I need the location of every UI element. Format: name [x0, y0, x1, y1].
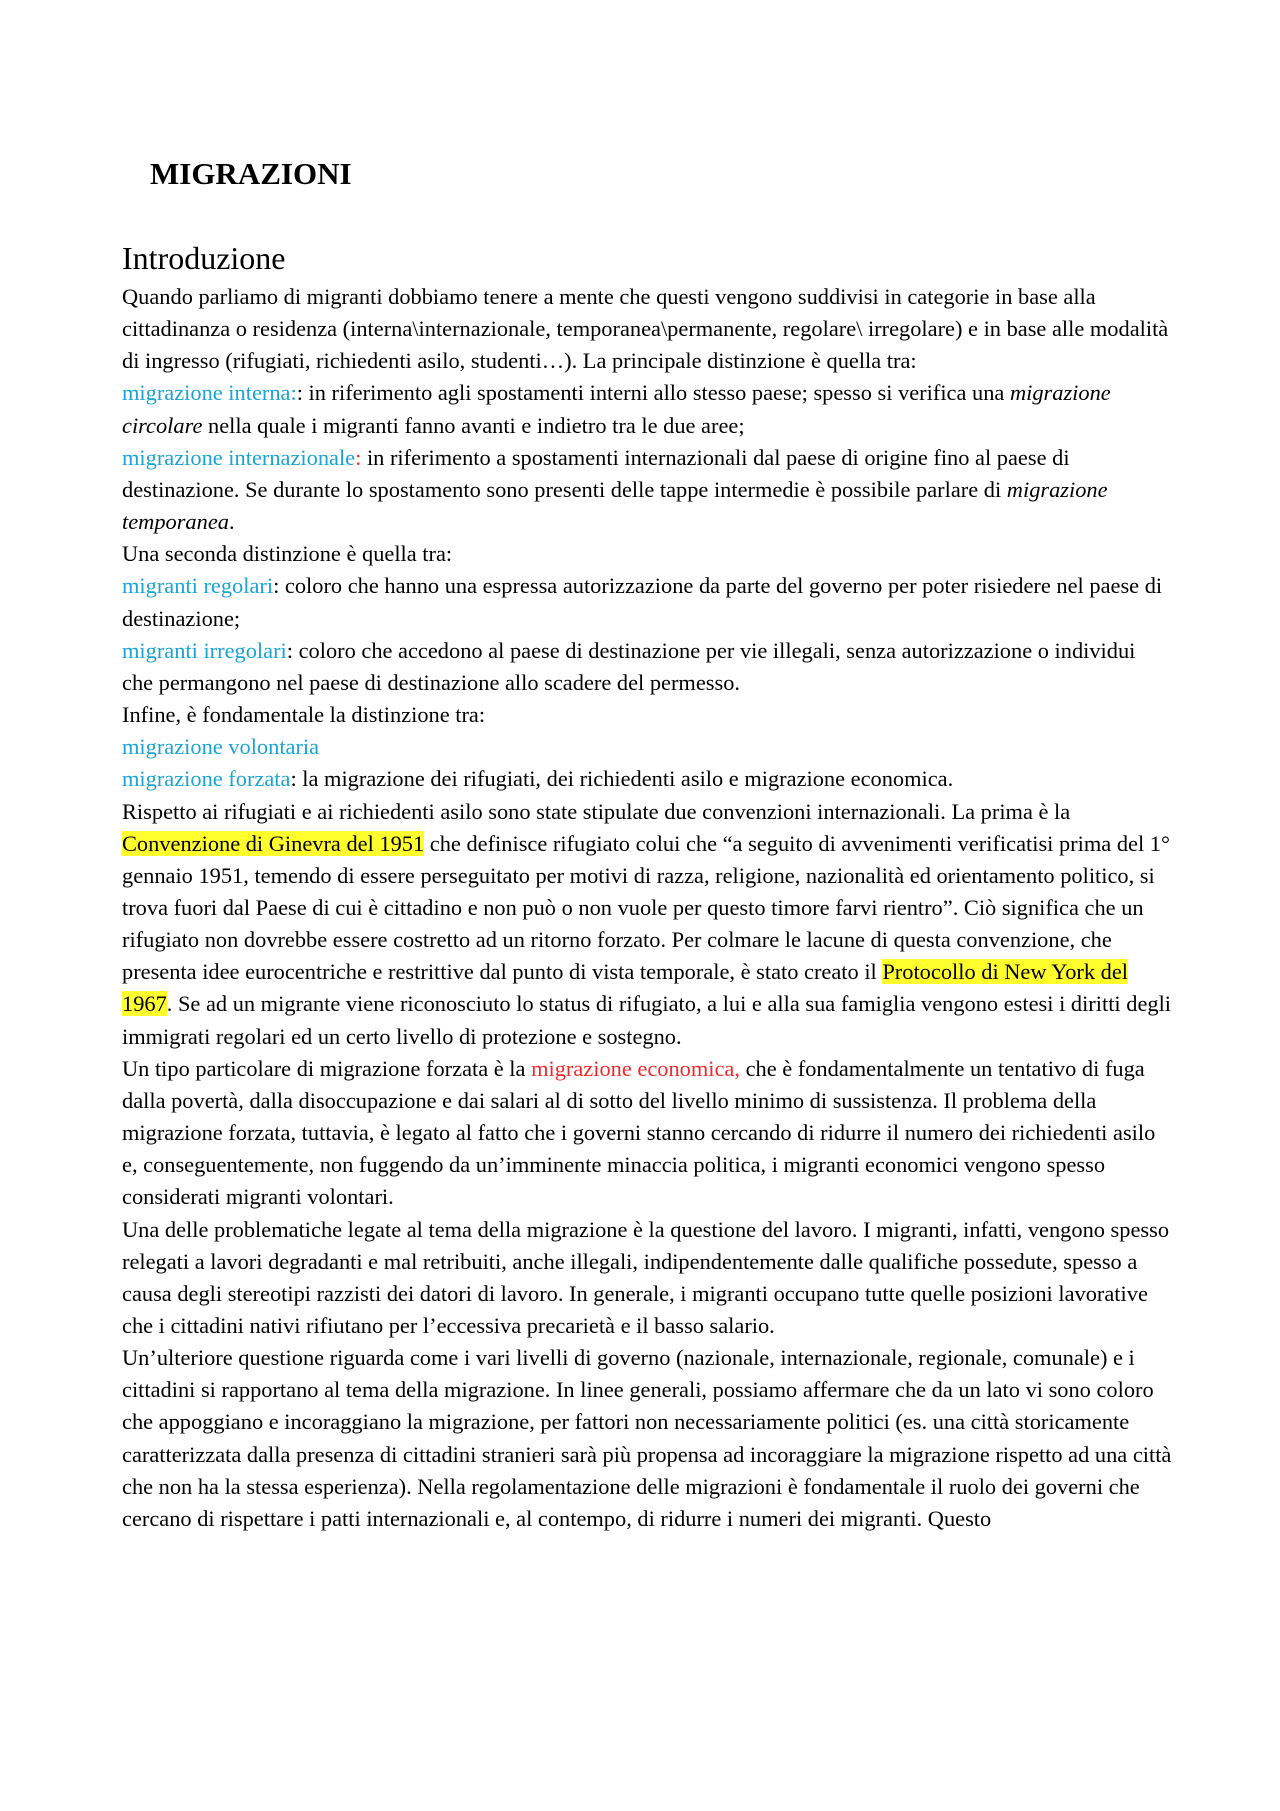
paragraph-migrazione-interna: migrazione interna:: in riferimento agli spostamenti interni allo stesso paese; spesso si verifica una migrazione circolare nella quale i migranti fanno avanti e indietro tra le due aree;	[122, 380, 1111, 438]
text: che definisce rifugiato colui che “a seguito di avvenimenti verificatisi prima del 1° gennaio 1951, temendo di essere perseguitato per motivi di razza, religione, nazionalità ed orientamento politico, si trova fuori dal Paese di cui è cittadino e non può o non vuole per questo timore farvi rientro”. Ciò significa che un rifugiato non dovrebbe essere costretto ad un ritorno forzato. Per colmare le lacune di questa convenzione, che presenta idee eurocentriche e restrittive dal punto di vista temporale, è stato creato il	[122, 830, 1170, 985]
term-migranti-regolari: migranti regolari	[122, 573, 274, 599]
paragraph-intro: Quando parliamo di migranti dobbiamo tenere a mente che questi vengono suddivisi in categorie in base alla cittadinanza o residenza (interna\internazionale, temporanea\permanente, regolare\ irregolare) e in base alle modalità di ingresso (rifugiati, richiedenti asilo, studenti…). La principale distinzione è quella tra:	[122, 284, 1169, 374]
text: che è fondamentalmente un tentativo di fuga dalla povertà, dalla disoccupazione e dai salari al di sotto del livello minimo di sussistenza. Il problema della migrazione forzata, tuttavia, è legato al fatto che i governi stanno cercando di ridurre il numero dei richiedenti asilo e, conseguentemente, non fuggendo da un’imminente minaccia politica, i migranti economici vengono spesso considerati migranti volontari.	[122, 1055, 1156, 1210]
paragraph-migrazione-forzata	[122, 763, 1172, 795]
section-heading: Introduzione	[122, 240, 286, 276]
paragraph-seconda-distinzione: Una seconda distinzione è quella tra:	[122, 541, 453, 567]
text: Rispetto ai rifugiati e ai richiedenti asilo sono state stipulate due convenzioni internazionali. La prima è la	[122, 798, 1071, 824]
term-migrazione-volontaria: migrazione volontaria	[122, 734, 320, 760]
text: . Se ad un migrante viene riconosciuto lo status di rifugiato, a lui e alla sua famiglia vengono estesi i diritti degli immigrati regolari ed un certo livello di protezione e sostegno.	[122, 991, 1172, 1049]
text: nella quale i migranti fanno avanti e indietro tra le due aree;	[202, 412, 745, 438]
italic-term: migrazione circolare	[122, 380, 1111, 438]
colon-red: :	[355, 444, 362, 470]
term-migrazione-economica: migrazione economica,	[531, 1055, 740, 1081]
text: Un tipo particolare di migrazione forzata è la	[122, 1055, 532, 1081]
highlight-protocollo-new-york: Protocollo di New York del 1967	[122, 959, 1129, 1017]
paragraph-migrazione-volontaria	[122, 731, 1172, 763]
text: : la migrazione dei rifugiati, dei richiedenti asilo e migrazione economica.	[290, 766, 954, 792]
paragraph-infine: Infine, è fondamentale la distinzione tra:	[122, 702, 486, 728]
term-migrazione-internazionale: migrazione internazionale	[122, 444, 356, 470]
paragraph-migrazione-economica	[122, 1053, 1172, 1214]
term-migrazione-interna: migrazione interna	[122, 380, 291, 406]
term-migranti-irregolari: migranti irregolari	[122, 637, 287, 663]
document-body	[122, 281, 1172, 1535]
term-migrazione-forzata: migrazione forzata	[122, 766, 291, 792]
paragraph-governo: Un’ulteriore questione riguarda come i vari livelli di governo (nazionale, internazionale, regionale, comunale) e i cittadini si rapportano al tema della migrazione. In linee generali, possiamo affermare che da un lato vi sono coloro che appoggiano e incoraggiano la migrazione, per fattori non necessariamente politici (es. una città storicamente caratterizzata dalla presenza di cittadini stranieri sarà più propensa ad incoraggiare la migrazione rispetto ad una città che non ha la stessa esperienza). Nella regolamentazione delle migrazioni è fondamentale il ruolo dei governi che cercano di rispettare i patti internazionali e, al contempo, di ridurre i numeri dei migranti. Questo	[122, 1345, 1172, 1531]
document-title: MIGRAZIONI	[150, 156, 352, 191]
paragraph-migranti-regolari	[122, 570, 1172, 634]
paragraph-convenzioni	[122, 796, 1172, 1053]
highlight-convenzione-ginevra: Convenzione di Ginevra del 1951	[122, 830, 425, 856]
text: : coloro che hanno una espressa autorizzazione da parte del governo per poter risiedere nel paese di destinazione;	[122, 573, 1163, 631]
paragraph-migranti-irregolari	[122, 635, 1172, 699]
text: in riferimento a spostamenti internazionali dal paese di origine fino al paese di destinazione. Se durante lo spostamento sono presenti delle tappe intermedie è possibile parlare di	[122, 444, 1070, 502]
text: : coloro che accedono al paese di destinazione per vie illegali, senza autorizzazione o individui che permangono nel paese di destinazione allo scadere del permesso.	[122, 637, 1136, 695]
italic-term: migrazione temporanea	[122, 476, 1108, 535]
paragraph-migrazione-internazionale	[122, 442, 1172, 538]
text: : in riferimento agli spostamenti interni allo stesso paese; spesso si verifica una	[296, 380, 1010, 406]
text: .	[228, 509, 235, 535]
paragraph-lavoro: Una delle problematiche legate al tema della migrazione è la questione del lavoro. I migranti, infatti, vengono spesso relegati a lavori degradanti e mal retribuiti, anche illegali, indipendentemente dalle qualifiche possedute, spesso a causa degli stereotipi razzisti dei datori di lavoro. In generale, i migranti occupano tutte quelle posizioni lavorative che i cittadini nativi rifiutano per l’eccessiva precarietà e il basso salario.	[122, 1216, 1170, 1338]
